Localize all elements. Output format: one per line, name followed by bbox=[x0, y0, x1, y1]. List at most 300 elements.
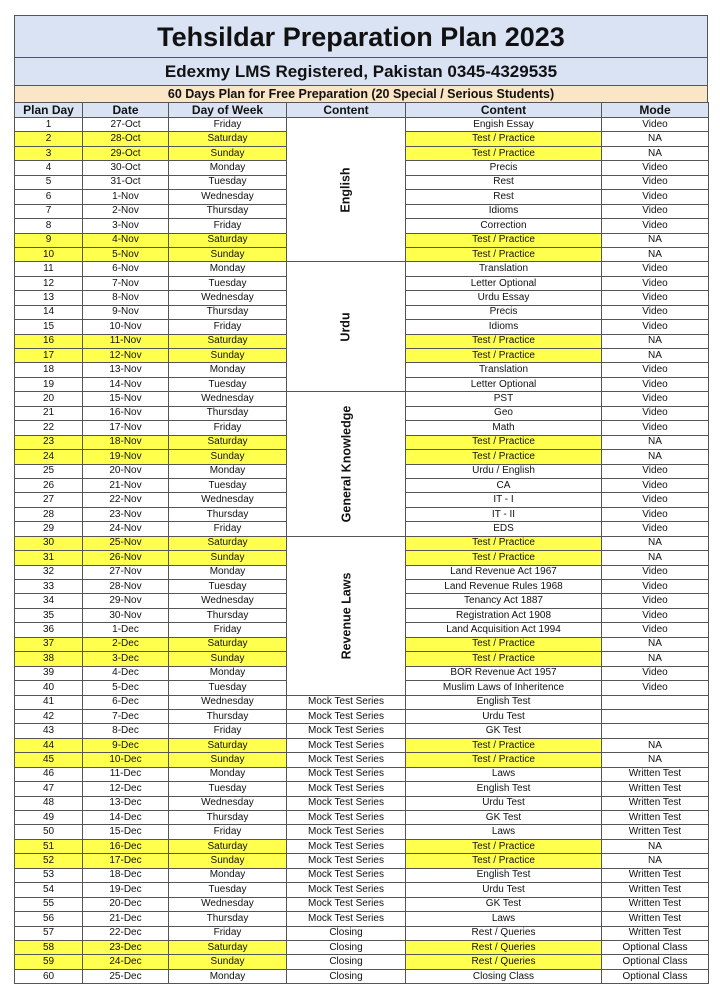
mode-cell: Video bbox=[602, 565, 709, 579]
date-cell: 19-Dec bbox=[83, 883, 169, 897]
table-row bbox=[15, 926, 709, 940]
header-content-subject: Content bbox=[287, 103, 406, 118]
content-topic-cell: Tenancy Act 1887 bbox=[406, 594, 602, 608]
content-topic-cell: Muslim Laws of Inheritence bbox=[406, 681, 602, 695]
day-of-week-cell: Saturday bbox=[169, 637, 287, 651]
content-topic-cell: Engish Essay bbox=[406, 118, 602, 132]
plan-day-cell: 1 bbox=[15, 118, 83, 132]
day-of-week-cell: Friday bbox=[169, 623, 287, 637]
mode-cell: NA bbox=[602, 738, 709, 752]
content-topic-cell: English Test bbox=[406, 695, 602, 709]
content-subject-cell: Mock Test Series bbox=[287, 839, 406, 853]
date-cell: 8-Dec bbox=[83, 724, 169, 738]
day-of-week-cell: Sunday bbox=[169, 349, 287, 363]
table-row bbox=[15, 118, 709, 132]
plan-day-cell: 49 bbox=[15, 811, 83, 825]
content-topic-cell: Geo bbox=[406, 406, 602, 420]
mode-cell: Video bbox=[602, 493, 709, 507]
day-of-week-cell: Friday bbox=[169, 724, 287, 738]
plan-day-cell: 57 bbox=[15, 926, 83, 940]
mode-cell bbox=[602, 695, 709, 709]
content-topic-cell: Rest bbox=[406, 190, 602, 204]
day-of-week-cell: Thursday bbox=[169, 608, 287, 622]
plan-day-cell: 42 bbox=[15, 709, 83, 723]
plan-day-cell: 41 bbox=[15, 695, 83, 709]
content-topic-cell: Test / Practice bbox=[406, 132, 602, 146]
content-topic-cell: Translation bbox=[406, 363, 602, 377]
content-topic-cell: Rest bbox=[406, 175, 602, 189]
date-cell: 14-Nov bbox=[83, 377, 169, 391]
content-topic-cell: GK Test bbox=[406, 811, 602, 825]
day-of-week-cell: Friday bbox=[169, 926, 287, 940]
day-of-week-cell: Saturday bbox=[169, 536, 287, 550]
mode-cell: Video bbox=[602, 580, 709, 594]
day-of-week-cell: Saturday bbox=[169, 233, 287, 247]
date-cell: 27-Oct bbox=[83, 118, 169, 132]
content-topic-cell: Test / Practice bbox=[406, 854, 602, 868]
plan-day-cell: 19 bbox=[15, 377, 83, 391]
date-cell: 20-Dec bbox=[83, 897, 169, 911]
section-label: Revenue Laws bbox=[339, 572, 353, 660]
content-subject-cell: Mock Test Series bbox=[287, 854, 406, 868]
mode-cell: Optional Class bbox=[602, 940, 709, 954]
date-cell: 30-Oct bbox=[83, 161, 169, 175]
content-subject-cell: Mock Test Series bbox=[287, 738, 406, 752]
content-subject-cell: Mock Test Series bbox=[287, 897, 406, 911]
content-topic-cell: Letter Optional bbox=[406, 276, 602, 290]
day-of-week-cell: Thursday bbox=[169, 507, 287, 521]
mode-cell: Video bbox=[602, 320, 709, 334]
mode-cell: Optional Class bbox=[602, 969, 709, 983]
table-row bbox=[15, 825, 709, 839]
date-cell: 7-Dec bbox=[83, 709, 169, 723]
content-topic-cell: BOR Revenue Act 1957 bbox=[406, 666, 602, 680]
day-of-week-cell: Thursday bbox=[169, 912, 287, 926]
content-topic-cell: Test / Practice bbox=[406, 839, 602, 853]
content-subject-cell: Mock Test Series bbox=[287, 709, 406, 723]
plan-day-cell: 15 bbox=[15, 320, 83, 334]
content-topic-cell: IT - I bbox=[406, 493, 602, 507]
content-topic-cell: Urdu Test bbox=[406, 883, 602, 897]
content-topic-cell: Closing Class bbox=[406, 969, 602, 983]
mode-cell: NA bbox=[602, 132, 709, 146]
content-topic-cell: GK Test bbox=[406, 724, 602, 738]
mode-cell: Video bbox=[602, 204, 709, 218]
date-cell: 18-Dec bbox=[83, 868, 169, 882]
content-topic-cell: Laws bbox=[406, 825, 602, 839]
mode-cell: Video bbox=[602, 478, 709, 492]
plan-day-cell: 8 bbox=[15, 219, 83, 233]
plan-day-cell: 24 bbox=[15, 450, 83, 464]
content-topic-cell: Registration Act 1908 bbox=[406, 608, 602, 622]
mode-cell: Video bbox=[602, 291, 709, 305]
table-row bbox=[15, 955, 709, 969]
date-cell: 3-Nov bbox=[83, 219, 169, 233]
date-cell: 19-Nov bbox=[83, 450, 169, 464]
content-topic-cell: Precis bbox=[406, 305, 602, 319]
section-label-cell bbox=[287, 118, 406, 262]
day-of-week-cell: Sunday bbox=[169, 652, 287, 666]
date-cell: 1-Nov bbox=[83, 190, 169, 204]
date-cell: 2-Dec bbox=[83, 637, 169, 651]
content-topic-cell: Laws bbox=[406, 912, 602, 926]
content-subject-cell: Closing bbox=[287, 940, 406, 954]
date-cell: 23-Nov bbox=[83, 507, 169, 521]
section-label-cell bbox=[287, 536, 406, 695]
content-topic-cell: Land Revenue Act 1967 bbox=[406, 565, 602, 579]
date-cell: 28-Nov bbox=[83, 580, 169, 594]
content-topic-cell: Urdu Essay bbox=[406, 291, 602, 305]
content-subject-cell: Closing bbox=[287, 969, 406, 983]
date-cell: 3-Dec bbox=[83, 652, 169, 666]
table-row bbox=[15, 854, 709, 868]
day-of-week-cell: Friday bbox=[169, 522, 287, 536]
section-label-cell bbox=[287, 392, 406, 536]
plan-day-cell: 50 bbox=[15, 825, 83, 839]
page-subtitle: Edexmy LMS Registered, Pakistan 0345-4329535 bbox=[14, 57, 708, 85]
mode-cell: Written Test bbox=[602, 868, 709, 882]
date-cell: 18-Nov bbox=[83, 435, 169, 449]
plan-day-cell: 59 bbox=[15, 955, 83, 969]
day-of-week-cell: Sunday bbox=[169, 450, 287, 464]
date-cell: 27-Nov bbox=[83, 565, 169, 579]
plan-day-cell: 28 bbox=[15, 507, 83, 521]
date-cell: 15-Dec bbox=[83, 825, 169, 839]
mode-cell: Video bbox=[602, 507, 709, 521]
date-cell: 24-Dec bbox=[83, 955, 169, 969]
date-cell: 8-Nov bbox=[83, 291, 169, 305]
plan-day-cell: 12 bbox=[15, 276, 83, 290]
day-of-week-cell: Friday bbox=[169, 118, 287, 132]
mode-cell: Written Test bbox=[602, 912, 709, 926]
plan-day-cell: 33 bbox=[15, 580, 83, 594]
plan-day-cell: 55 bbox=[15, 897, 83, 911]
content-topic-cell: Test / Practice bbox=[406, 146, 602, 160]
date-cell: 4-Dec bbox=[83, 666, 169, 680]
content-topic-cell: Test / Practice bbox=[406, 233, 602, 247]
mode-cell: NA bbox=[602, 536, 709, 550]
content-topic-cell: Test / Practice bbox=[406, 551, 602, 565]
plan-day-cell: 38 bbox=[15, 652, 83, 666]
date-cell: 26-Nov bbox=[83, 551, 169, 565]
content-subject-cell: Mock Test Series bbox=[287, 811, 406, 825]
content-subject-cell: Mock Test Series bbox=[287, 753, 406, 767]
plan-day-cell: 3 bbox=[15, 146, 83, 160]
plan-day-cell: 7 bbox=[15, 204, 83, 218]
day-of-week-cell: Monday bbox=[169, 969, 287, 983]
day-of-week-cell: Thursday bbox=[169, 406, 287, 420]
content-topic-cell: Letter Optional bbox=[406, 377, 602, 391]
plan-day-cell: 46 bbox=[15, 767, 83, 781]
plan-day-cell: 16 bbox=[15, 334, 83, 348]
content-subject-cell: Mock Test Series bbox=[287, 796, 406, 810]
date-cell: 28-Oct bbox=[83, 132, 169, 146]
content-topic-cell: Urdu Test bbox=[406, 796, 602, 810]
header-day-of-week: Day of Week bbox=[169, 103, 287, 118]
plan-day-cell: 40 bbox=[15, 681, 83, 695]
day-of-week-cell: Sunday bbox=[169, 247, 287, 261]
content-topic-cell: PST bbox=[406, 392, 602, 406]
date-cell: 4-Nov bbox=[83, 233, 169, 247]
day-of-week-cell: Wednesday bbox=[169, 190, 287, 204]
date-cell: 22-Nov bbox=[83, 493, 169, 507]
content-subject-cell: Mock Test Series bbox=[287, 883, 406, 897]
day-of-week-cell: Wednesday bbox=[169, 594, 287, 608]
table-row bbox=[15, 811, 709, 825]
date-cell: 17-Dec bbox=[83, 854, 169, 868]
mode-cell: Written Test bbox=[602, 883, 709, 897]
day-of-week-cell: Friday bbox=[169, 320, 287, 334]
plan-day-cell: 5 bbox=[15, 175, 83, 189]
day-of-week-cell: Monday bbox=[169, 868, 287, 882]
day-of-week-cell: Sunday bbox=[169, 955, 287, 969]
content-topic-cell: Idioms bbox=[406, 320, 602, 334]
content-topic-cell: Test / Practice bbox=[406, 247, 602, 261]
plan-day-cell: 58 bbox=[15, 940, 83, 954]
date-cell: 6-Dec bbox=[83, 695, 169, 709]
plan-day-cell: 2 bbox=[15, 132, 83, 146]
table-row bbox=[15, 897, 709, 911]
date-cell: 14-Dec bbox=[83, 811, 169, 825]
day-of-week-cell: Sunday bbox=[169, 854, 287, 868]
section-label: English bbox=[339, 167, 353, 213]
date-cell: 1-Dec bbox=[83, 623, 169, 637]
content-subject-cell: Mock Test Series bbox=[287, 724, 406, 738]
date-cell: 5-Nov bbox=[83, 247, 169, 261]
date-cell: 25-Dec bbox=[83, 969, 169, 983]
plan-day-cell: 27 bbox=[15, 493, 83, 507]
table-row bbox=[15, 940, 709, 954]
content-topic-cell: Math bbox=[406, 421, 602, 435]
day-of-week-cell: Tuesday bbox=[169, 782, 287, 796]
day-of-week-cell: Tuesday bbox=[169, 883, 287, 897]
day-of-week-cell: Sunday bbox=[169, 146, 287, 160]
date-cell: 6-Nov bbox=[83, 262, 169, 276]
day-of-week-cell: Monday bbox=[169, 464, 287, 478]
date-cell: 17-Nov bbox=[83, 421, 169, 435]
mode-cell: Written Test bbox=[602, 796, 709, 810]
plan-day-cell: 9 bbox=[15, 233, 83, 247]
mode-cell: Written Test bbox=[602, 926, 709, 940]
plan-day-cell: 11 bbox=[15, 262, 83, 276]
plan-sheet bbox=[14, 15, 708, 984]
mode-cell: NA bbox=[602, 247, 709, 261]
plan-day-cell: 23 bbox=[15, 435, 83, 449]
content-topic-cell: English Test bbox=[406, 782, 602, 796]
content-topic-cell: Rest / Queries bbox=[406, 955, 602, 969]
content-topic-cell: CA bbox=[406, 478, 602, 492]
plan-day-cell: 39 bbox=[15, 666, 83, 680]
mode-cell: NA bbox=[602, 334, 709, 348]
table-row bbox=[15, 695, 709, 709]
day-of-week-cell: Tuesday bbox=[169, 175, 287, 189]
day-of-week-cell: Tuesday bbox=[169, 377, 287, 391]
content-subject-cell: Mock Test Series bbox=[287, 782, 406, 796]
plan-day-cell: 35 bbox=[15, 608, 83, 622]
mode-cell: Video bbox=[602, 305, 709, 319]
content-topic-cell: Urdu / English bbox=[406, 464, 602, 478]
content-subject-cell: Mock Test Series bbox=[287, 912, 406, 926]
plan-note: 60 Days Plan for Free Preparation (20 Special / Serious Students) bbox=[14, 85, 708, 102]
plan-day-cell: 25 bbox=[15, 464, 83, 478]
date-cell: 13-Dec bbox=[83, 796, 169, 810]
content-topic-cell: English Test bbox=[406, 868, 602, 882]
date-cell: 12-Nov bbox=[83, 349, 169, 363]
date-cell: 2-Nov bbox=[83, 204, 169, 218]
date-cell: 30-Nov bbox=[83, 608, 169, 622]
content-topic-cell: Precis bbox=[406, 161, 602, 175]
mode-cell: NA bbox=[602, 637, 709, 651]
day-of-week-cell: Saturday bbox=[169, 435, 287, 449]
table-row bbox=[15, 782, 709, 796]
mode-cell: Written Test bbox=[602, 811, 709, 825]
content-topic-cell: Translation bbox=[406, 262, 602, 276]
mode-cell: NA bbox=[602, 146, 709, 160]
table-row bbox=[15, 724, 709, 738]
day-of-week-cell: Thursday bbox=[169, 811, 287, 825]
section-label: Urdu bbox=[338, 312, 353, 342]
plan-day-cell: 37 bbox=[15, 637, 83, 651]
mode-cell: Video bbox=[602, 262, 709, 276]
plan-day-cell: 30 bbox=[15, 536, 83, 550]
date-cell: 15-Nov bbox=[83, 392, 169, 406]
table-row bbox=[15, 883, 709, 897]
content-subject-cell: Closing bbox=[287, 926, 406, 940]
mode-cell: Video bbox=[602, 608, 709, 622]
content-topic-cell: IT - II bbox=[406, 507, 602, 521]
plan-day-cell: 60 bbox=[15, 969, 83, 983]
date-cell: 21-Dec bbox=[83, 912, 169, 926]
mode-cell: Written Test bbox=[602, 897, 709, 911]
plan-day-cell: 51 bbox=[15, 839, 83, 853]
plan-day-cell: 18 bbox=[15, 363, 83, 377]
mode-cell: Written Test bbox=[602, 825, 709, 839]
date-cell: 29-Oct bbox=[83, 146, 169, 160]
mode-cell: NA bbox=[602, 551, 709, 565]
plan-day-cell: 17 bbox=[15, 349, 83, 363]
day-of-week-cell: Monday bbox=[169, 262, 287, 276]
plan-day-cell: 53 bbox=[15, 868, 83, 882]
day-of-week-cell: Tuesday bbox=[169, 681, 287, 695]
plan-day-cell: 22 bbox=[15, 421, 83, 435]
header-mode: Mode bbox=[602, 103, 709, 118]
mode-cell: Video bbox=[602, 190, 709, 204]
table-row bbox=[15, 262, 709, 276]
plan-day-cell: 52 bbox=[15, 854, 83, 868]
date-cell: 10-Nov bbox=[83, 320, 169, 334]
content-topic-cell: Test / Practice bbox=[406, 753, 602, 767]
day-of-week-cell: Friday bbox=[169, 219, 287, 233]
day-of-week-cell: Friday bbox=[169, 421, 287, 435]
table-row bbox=[15, 969, 709, 983]
table-row bbox=[15, 912, 709, 926]
mode-cell: NA bbox=[602, 839, 709, 853]
mode-cell: Optional Class bbox=[602, 955, 709, 969]
day-of-week-cell: Friday bbox=[169, 825, 287, 839]
day-of-week-cell: Saturday bbox=[169, 334, 287, 348]
plan-day-cell: 10 bbox=[15, 247, 83, 261]
header-date: Date bbox=[83, 103, 169, 118]
day-of-week-cell: Monday bbox=[169, 363, 287, 377]
day-of-week-cell: Tuesday bbox=[169, 276, 287, 290]
plan-day-cell: 32 bbox=[15, 565, 83, 579]
plan-day-cell: 54 bbox=[15, 883, 83, 897]
day-of-week-cell: Wednesday bbox=[169, 392, 287, 406]
mode-cell: Video bbox=[602, 623, 709, 637]
mode-cell: NA bbox=[602, 753, 709, 767]
date-cell: 16-Nov bbox=[83, 406, 169, 420]
content-topic-cell: Rest / Queries bbox=[406, 926, 602, 940]
mode-cell: Video bbox=[602, 276, 709, 290]
plan-day-cell: 31 bbox=[15, 551, 83, 565]
schedule-table bbox=[14, 102, 709, 984]
content-topic-cell: Test / Practice bbox=[406, 652, 602, 666]
day-of-week-cell: Monday bbox=[169, 767, 287, 781]
mode-cell: Written Test bbox=[602, 767, 709, 781]
plan-day-cell: 45 bbox=[15, 753, 83, 767]
mode-cell bbox=[602, 709, 709, 723]
mode-cell: NA bbox=[602, 435, 709, 449]
plan-day-cell: 6 bbox=[15, 190, 83, 204]
day-of-week-cell: Wednesday bbox=[169, 897, 287, 911]
content-topic-cell: Test / Practice bbox=[406, 435, 602, 449]
mode-cell: Video bbox=[602, 161, 709, 175]
plan-day-cell: 34 bbox=[15, 594, 83, 608]
plan-day-cell: 44 bbox=[15, 738, 83, 752]
day-of-week-cell: Wednesday bbox=[169, 493, 287, 507]
date-cell: 23-Dec bbox=[83, 940, 169, 954]
content-topic-cell: EDS bbox=[406, 522, 602, 536]
date-cell: 9-Nov bbox=[83, 305, 169, 319]
plan-day-cell: 47 bbox=[15, 782, 83, 796]
day-of-week-cell: Wednesday bbox=[169, 291, 287, 305]
mode-cell: NA bbox=[602, 854, 709, 868]
mode-cell: Video bbox=[602, 363, 709, 377]
mode-cell: Video bbox=[602, 464, 709, 478]
date-cell: 9-Dec bbox=[83, 738, 169, 752]
content-subject-cell: Mock Test Series bbox=[287, 695, 406, 709]
day-of-week-cell: Thursday bbox=[169, 204, 287, 218]
mode-cell: Video bbox=[602, 118, 709, 132]
plan-day-cell: 13 bbox=[15, 291, 83, 305]
day-of-week-cell: Monday bbox=[169, 666, 287, 680]
content-topic-cell: Test / Practice bbox=[406, 637, 602, 651]
table-row bbox=[15, 536, 709, 550]
date-cell: 25-Nov bbox=[83, 536, 169, 550]
content-topic-cell: Idioms bbox=[406, 204, 602, 218]
content-topic-cell: Test / Practice bbox=[406, 450, 602, 464]
mode-cell: Video bbox=[602, 666, 709, 680]
section-label: General Knowledge bbox=[338, 405, 353, 523]
content-topic-cell: Test / Practice bbox=[406, 738, 602, 752]
mode-cell: NA bbox=[602, 652, 709, 666]
date-cell: 11-Nov bbox=[83, 334, 169, 348]
date-cell: 12-Dec bbox=[83, 782, 169, 796]
day-of-week-cell: Saturday bbox=[169, 839, 287, 853]
mode-cell: Video bbox=[602, 594, 709, 608]
plan-day-cell: 48 bbox=[15, 796, 83, 810]
header-row bbox=[15, 103, 709, 118]
mode-cell: Video bbox=[602, 421, 709, 435]
table-row bbox=[15, 796, 709, 810]
content-subject-cell: Closing bbox=[287, 955, 406, 969]
mode-cell: Video bbox=[602, 392, 709, 406]
content-topic-cell: Test / Practice bbox=[406, 334, 602, 348]
table-row bbox=[15, 392, 709, 406]
date-cell: 31-Oct bbox=[83, 175, 169, 189]
mode-cell: Written Test bbox=[602, 782, 709, 796]
day-of-week-cell: Thursday bbox=[169, 305, 287, 319]
